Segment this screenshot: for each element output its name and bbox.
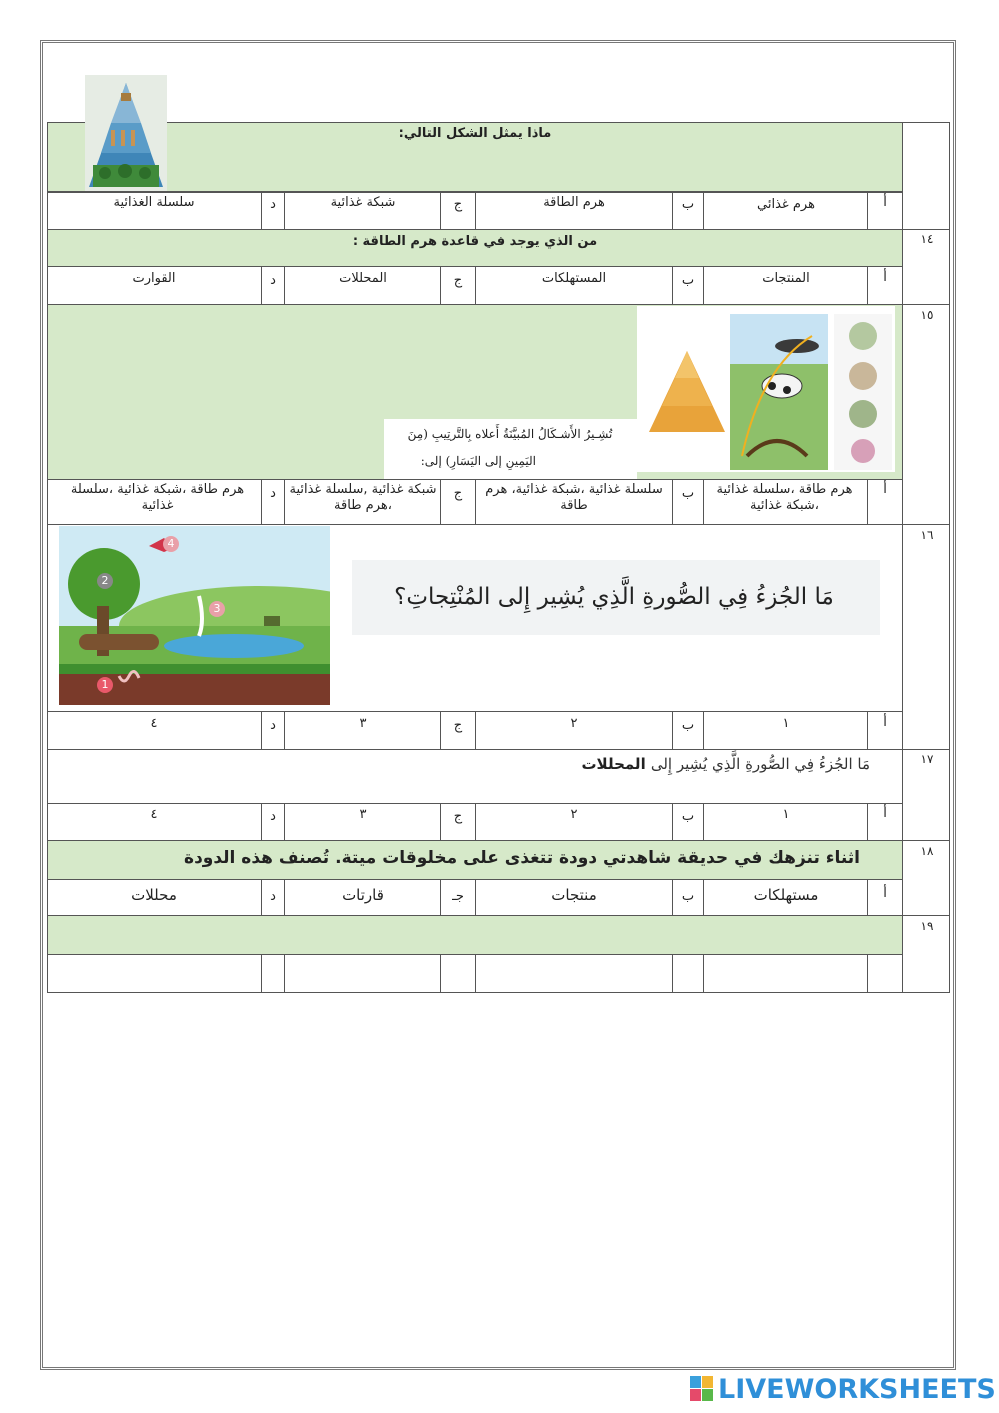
q17-letter-b: ب — [681, 809, 695, 824]
q17-question-suffix: المحللات — [581, 755, 646, 773]
q15-letter-c: ج — [453, 486, 463, 501]
q17-number: ١٧ — [920, 752, 934, 766]
q17-option-b[interactable]: ٢ — [570, 807, 578, 822]
liveworksheets-logo[interactable] — [690, 1372, 996, 1406]
q16-letter-c: ج — [453, 718, 463, 733]
q17-question — [520, 754, 870, 773]
q14-option-a[interactable]: المنتجات — [762, 271, 810, 286]
q13-letter-d: د — [270, 197, 276, 212]
q13-letter-b: ب — [681, 197, 695, 212]
q18-letter-b: ب — [681, 889, 695, 904]
q19-cell-opt-c[interactable] — [284, 954, 441, 993]
q16-number: ١٦ — [920, 528, 934, 542]
q13-option-c[interactable]: شبكة غذائية — [330, 195, 396, 210]
q18-letter-c: جـ — [452, 889, 464, 904]
liveworksheets-logo-icon — [690, 1376, 714, 1402]
q14-letter-a: أ — [883, 270, 887, 285]
pyramid-image — [85, 75, 167, 191]
q17-letter-a: أ — [883, 806, 887, 821]
brand-name: LIVEWORKSHEETS — [718, 1373, 996, 1405]
q15-letter-a: أ — [883, 482, 887, 497]
q13-option-b[interactable]: هرم الطاقة — [543, 195, 605, 210]
q14-option-d[interactable]: القوارت — [132, 271, 176, 286]
q14-letter-d: د — [270, 273, 276, 288]
q15-letter-d: د — [270, 486, 276, 501]
q16-letter-b: ب — [681, 718, 695, 733]
q16-option-d[interactable]: ٤ — [150, 716, 158, 731]
q18-number: ١٨ — [920, 844, 934, 858]
q16-question: مَا الجُزءُ فِي الصُّورةِ الَّذِي يُشِير إِلى المُنْتِجاتِ؟ — [394, 584, 834, 610]
q14-option-c[interactable]: المحللات — [339, 271, 387, 286]
q18-option-c[interactable]: قارتات — [342, 886, 384, 904]
q19-number: ١٩ — [920, 919, 934, 933]
q16-letter-a: أ — [883, 715, 887, 730]
q19-cell-letter-c[interactable] — [440, 954, 476, 993]
q14-question: من الذي يوجد في قاعدة هرم الطاقة : — [352, 234, 598, 249]
q19-cell-opt-a[interactable] — [703, 954, 868, 993]
q19-question-cell — [47, 915, 903, 955]
q18-question: اثناء تنزهك في حديقة شاهدتي دودة تتغذى على مخلوقات ميتة. تُصنف هذه الدودة — [184, 848, 860, 868]
q14-number: ١٤ — [920, 232, 934, 246]
q16-letter-d: د — [270, 718, 276, 733]
q13-option-a[interactable]: هرم غذائي — [757, 197, 815, 212]
q15-option-b[interactable]: سلسلة غذائية ،شبكة غذائية، هرم طاقة — [485, 482, 663, 513]
q19-cell-letter-a[interactable] — [867, 954, 903, 993]
scene-label-3: 3 — [209, 601, 225, 617]
q15-question-line1: تُشِـيرُ الأَشـكَالُ المُبيَّنَةُ أَعلاه بِالتَّرتِيبِ (مِنَ — [407, 427, 613, 441]
q13-question: ماذا يمثل الشكل التالي: — [398, 126, 552, 141]
q19-cell-opt-b[interactable] — [475, 954, 673, 993]
q16-option-b[interactable]: ٢ — [570, 716, 578, 731]
q17-option-a[interactable]: ١ — [782, 807, 790, 822]
q13-letter-a: أ — [883, 195, 887, 210]
q17-option-d[interactable]: ٤ — [150, 807, 158, 822]
q16-option-a[interactable]: ١ — [782, 716, 790, 731]
q14-option-b[interactable]: المستهلكات — [541, 271, 607, 286]
q14-letter-c: ج — [453, 273, 463, 288]
q17-letter-d: د — [270, 809, 276, 824]
q13-option-d[interactable]: سلسلة الغذائية — [113, 195, 195, 210]
q15-letter-b: ب — [681, 486, 695, 501]
scene-label-1: 1 — [97, 677, 113, 693]
q18-option-b[interactable]: منتجات — [551, 886, 597, 904]
scene-label-2: 2 — [97, 573, 113, 589]
q13-number-cell — [902, 122, 950, 230]
q15-option-a[interactable]: هرم طاقة ،سلسلة غذائية ،شبكة غذائية — [716, 482, 853, 513]
q16-option-c[interactable]: ٣ — [359, 716, 367, 731]
q18-option-d[interactable]: محللات — [131, 886, 177, 904]
ecosystem-scene-image — [59, 526, 330, 705]
q17-question-prefix: مَا الجُزءُ فِي الصُّورةِ الَّذِي يُشِير إِلى — [650, 755, 870, 773]
q17-option-c[interactable]: ٣ — [359, 807, 367, 822]
q17-letter-c: ج — [453, 809, 463, 824]
q13-letter-c: ج — [453, 197, 463, 212]
q15-number: ١٥ — [920, 308, 934, 322]
q16-number-cell — [902, 524, 950, 750]
scene-label-4: 4 — [163, 536, 179, 552]
q19-cell-letter-b[interactable] — [672, 954, 704, 993]
food-chain-web-pyramid-image — [637, 306, 895, 472]
q19-cell-letter-d[interactable] — [261, 954, 285, 993]
q18-option-a[interactable]: مستهلكات — [753, 886, 819, 904]
q15-question-line2: اليَمِينِ إلى اليَسَارِ) إلى: — [420, 454, 536, 468]
q18-letter-d: د — [270, 889, 276, 904]
q15-option-d[interactable]: هرم طاقة ،شبكة غذائية ،سلسلة غذائية — [70, 482, 245, 513]
q15-option-c[interactable]: شبكة غذائية ,سلسلة غذائية ،هرم طاقة — [289, 482, 437, 513]
q14-letter-b: ب — [681, 273, 695, 288]
q18-letter-a: أ — [883, 886, 887, 901]
q15-number-cell — [902, 304, 950, 525]
